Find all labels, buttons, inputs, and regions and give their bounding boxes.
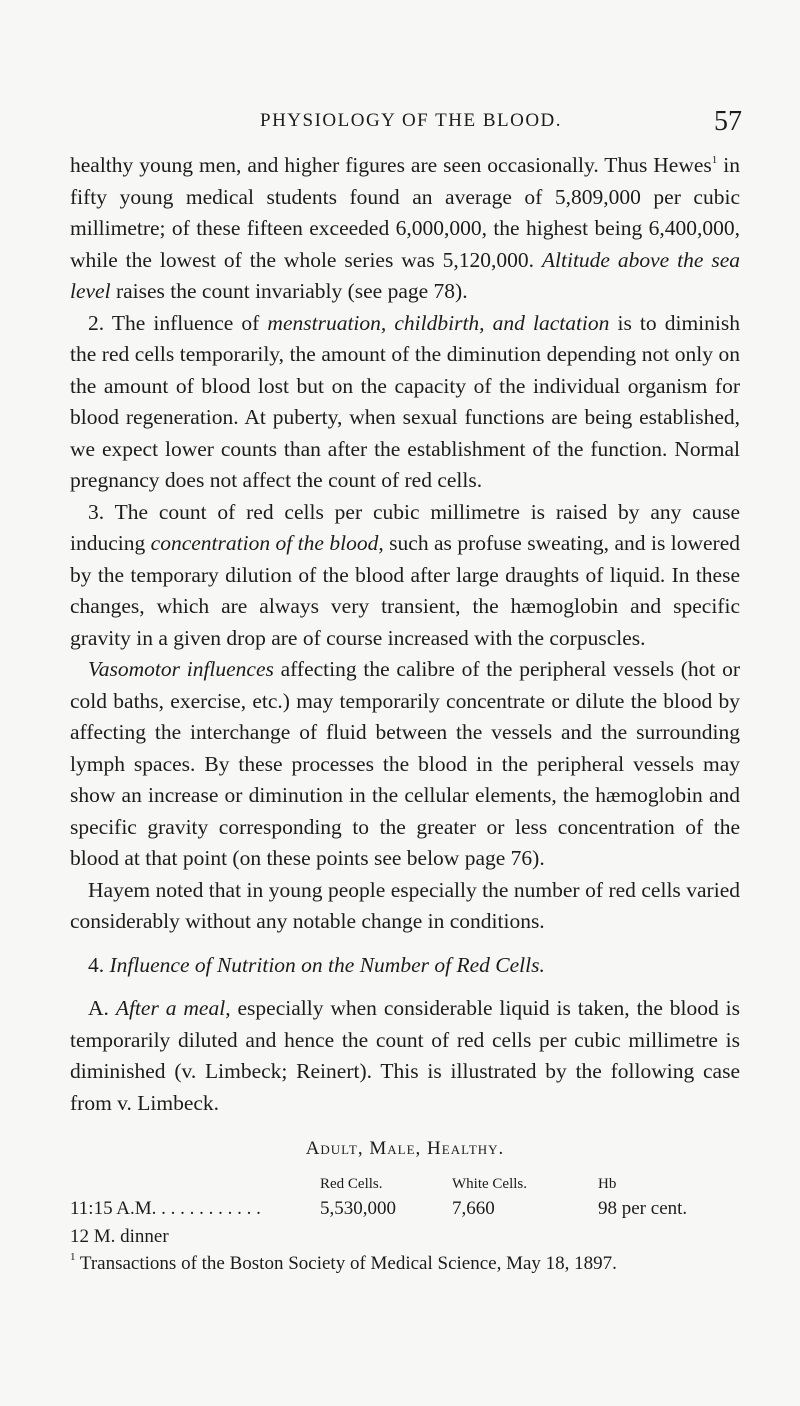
footnote-ref: 1 [711,154,718,166]
row-time: 11:15 A.M. . . . . . . . . . . . [70,1197,261,1219]
section-heading-nutrition: 4. Influence of Nutrition on the Number of Red Cells. [88,952,545,977]
page-number: 57 [714,106,742,137]
cell-white-cells: 7,660 [452,1197,495,1219]
paragraph-menstruation: 2. The influence of menstruation, childbirth, and lactation is to diminish the red cells temporarily, the amount of the diminution depending not only on the amount of blood lost but on the capacity of the individual organism for blood regeneration. At puberty, when sexual functions are being established, we expect lower counts than after the establishment of the function. Normal pregnancy does not affect the count of red cells. [70,310,740,492]
column-header-white-cells: White Cells. [452,1175,527,1192]
row-time: 12 M. dinner [70,1225,169,1247]
body-text [70,150,740,1277]
cell-red-cells: 5,530,000 [320,1197,396,1219]
emphasis-menstruation: menstruation, childbirth, and lactation [267,310,610,335]
paragraph-hewes: healthy young men, and higher figures are seen occasionally. Thus Hewes$^1$ in fifty young medical students found an average of 5,809,000 per cubic millimetre; of these fifteen exceeded 6,000,000, the highest being 6,400,000, while the lowest of the whole series was 5,120,000. Altitude above the sea level raises the count invariably (see page 78). [70,153,740,303]
paragraph-vasomotor: Vasomotor influences affecting the calibre of the peripheral vessels (hot or cold baths, exercise, etc.) may temporarily concentrate or dilute the blood by affecting the interchange of fluid between the vessels and the surrounding lymph spaces. By these processes the blood in the peripheral vessels may show an increase or diminution in the cellular elements, the hæmoglobin and specific gravity corresponding to the greater or less concentration of the blood at that point (on these points see below page 76). [70,657,741,870]
paragraph-hayem: Hayem noted that in young people especially the number of red cells varied considerably without any notable change in conditions. [70,877,740,933]
table-row [70,1221,740,1249]
emphasis-nutrition-heading: Influence of Nutrition on the Number of Red Cells. [109,952,545,977]
page-header [260,106,742,142]
footnote-marker: 1 [70,1250,76,1263]
case-table [70,1169,740,1249]
emphasis-altitude: Altitude above the sea level [70,247,740,303]
column-header-red-cells: Red Cells. [320,1175,383,1192]
footnote-text: Transactions of the Boston Society of Medical Science, May 18, 1897. [75,1252,617,1274]
emphasis-vasomotor: Vasomotor influences [88,657,274,681]
table-row [70,1193,740,1221]
emphasis-concentration: concentration of the blood [150,531,379,555]
paragraph-after-meal: A. After a meal, especially when considerable liquid is taken, the blood is temporarily diluted and hence the count of red cells per cubic millimetre is diminished (v. Limbeck; Reinert). This is illustrated by the following case from v. Limbeck. [70,996,741,1115]
column-header-hb: Hb [598,1175,617,1192]
cell-hb: 98 per cent. [598,1197,688,1219]
footnote [70,1251,740,1277]
paragraph-concentration: 3. The count of red cells per cubic millimetre is raised by any cause inducing concentration of the blood, such as profuse sweating, and is lowered by the temporary dilution of the blood after large draughts of liquid. In these changes, which are always very transient, the hæmoglobin and specific gravity in a given drop are of course increased with the corpuscles. [70,499,740,650]
case-table-header [70,1169,740,1193]
case-title: Adult, Male, Healthy. [305,1138,505,1159]
emphasis-after-meal: After a meal, [115,996,231,1020]
running-title: PHYSIOLOGY OF THE BLOOD. [260,110,563,131]
